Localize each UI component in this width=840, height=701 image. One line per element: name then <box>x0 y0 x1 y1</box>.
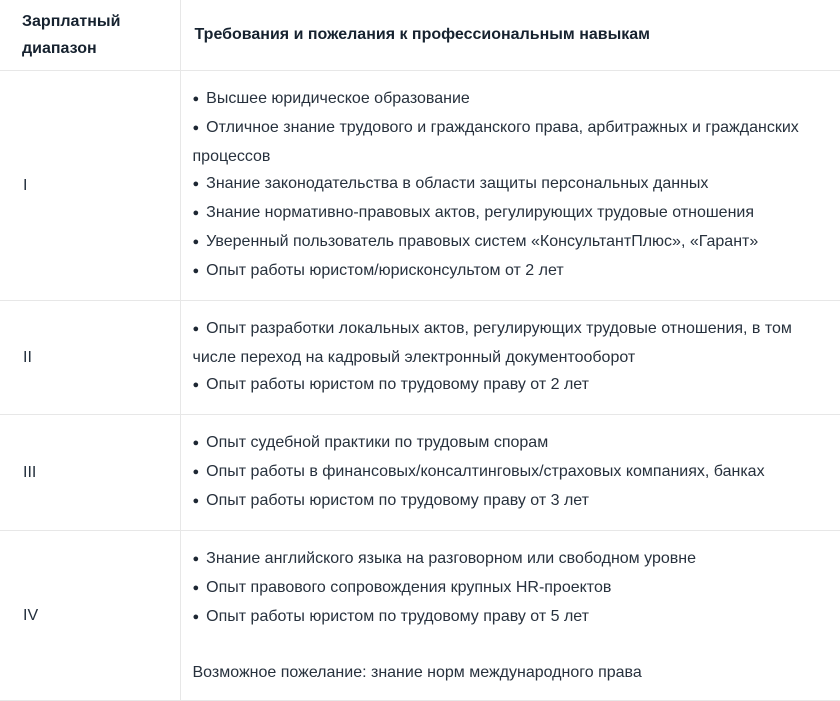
requirement-text: Уверенный пользователь правовых систем «КонсультантПлюс», «Гарант» <box>206 232 759 250</box>
requirement-item <box>193 371 807 400</box>
table-row <box>0 414 840 530</box>
salary-range-label: I <box>0 70 180 300</box>
requirement-item <box>193 315 807 371</box>
requirement-text: Опыт судебной практики по трудовым спорам <box>206 433 549 451</box>
bullet-icon: ● <box>192 235 200 248</box>
requirement-text: Опыт разработки локальных актов, регулирующих трудовые отношения, в том числе переход на кадровый электронный документооборот <box>192 319 792 366</box>
requirement-item <box>193 487 807 516</box>
requirement-text: Опыт работы юристом по трудовому праву от 3 лет <box>206 491 589 509</box>
bullet-icon: ● <box>192 552 200 565</box>
bullet-icon: ● <box>192 92 200 105</box>
bullet-icon: ● <box>192 494 200 507</box>
requirement-text: Знание английского языка на разговорном или свободном уровне <box>206 549 696 567</box>
requirement-item <box>193 574 807 603</box>
requirement-text: Знание законодательства в области защиты персональных данных <box>206 174 709 192</box>
requirements-cell <box>180 70 840 300</box>
bullet-icon: ● <box>192 121 200 134</box>
bullet-icon: ● <box>192 581 200 594</box>
table-row <box>0 300 840 414</box>
bullet-icon: ● <box>192 436 200 449</box>
requirements-cell <box>180 414 840 530</box>
bullet-icon: ● <box>192 465 200 478</box>
requirement-text: Отличное знание трудового и гражданского права, арбитражных и гражданских процессов <box>192 118 799 165</box>
requirement-item <box>193 199 807 228</box>
table-row <box>0 530 840 700</box>
table-header <box>0 0 840 70</box>
requirement-text: Опыт работы юристом по трудовому праву от 5 лет <box>206 607 589 625</box>
salary-range-label: III <box>0 414 180 530</box>
salary-range-label: IV <box>0 530 180 700</box>
requirements-cell <box>180 530 840 700</box>
requirement-item <box>193 228 807 257</box>
bullet-icon: ● <box>192 264 200 277</box>
column-header-salary-range: Зарплатный диапазон <box>0 0 180 70</box>
bullet-icon: ● <box>192 206 200 219</box>
table-row <box>0 70 840 300</box>
requirement-item <box>193 170 807 199</box>
requirement-item <box>193 458 807 487</box>
bullet-icon: ● <box>192 177 200 190</box>
requirement-item <box>193 429 807 458</box>
requirement-item <box>193 85 807 114</box>
table-body <box>0 70 840 700</box>
requirement-text: Высшее юридическое образование <box>206 89 470 107</box>
bullet-icon: ● <box>192 322 200 335</box>
requirement-text: Опыт работы в финансовых/консалтинговых/страховых компаниях, банках <box>206 462 765 480</box>
bullet-icon: ● <box>192 610 200 623</box>
bullet-icon: ● <box>192 378 200 391</box>
salary-range-label: II <box>0 300 180 414</box>
requirement-item <box>193 114 807 170</box>
requirement-item <box>193 257 807 286</box>
column-header-requirements: Требования и пожелания к профессиональным навыкам <box>180 0 840 70</box>
note-text: Возможное пожелание: знание норм международного права <box>192 663 642 681</box>
header-row <box>0 0 840 70</box>
requirements-cell <box>180 300 840 414</box>
requirement-item <box>193 545 807 574</box>
requirement-text: Опыт работы юристом по трудовому праву от 2 лет <box>206 375 589 393</box>
requirement-text: Опыт правового сопровождения крупных HR-проектов <box>206 578 612 596</box>
requirement-item <box>193 603 807 632</box>
requirement-text: Знание нормативно-правовых актов, регулирующих трудовые отношения <box>206 203 755 221</box>
requirement-text: Опыт работы юристом/юрисконсультом от 2 лет <box>206 261 564 279</box>
